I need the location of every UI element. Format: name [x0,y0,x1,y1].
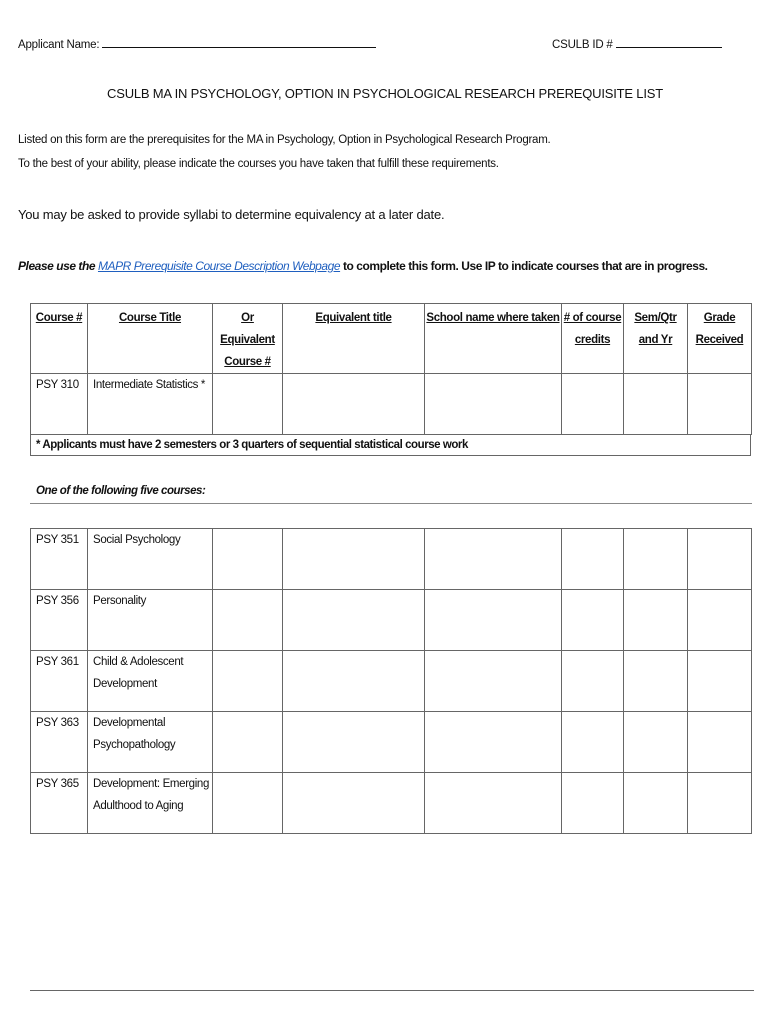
prerequisite-table [30,303,752,435]
course-code-cell: PSY 351 [31,529,88,590]
sem-qtr-input[interactable] [624,712,688,773]
course-code-cell: PSY 310 [31,374,88,435]
grade-input[interactable] [688,529,752,590]
applicant-name-label: Applicant Name: [18,39,103,51]
table-row [31,712,752,773]
course-title-cell: Personality [88,590,213,651]
course-title-cell: Developmental Psychopathology [88,712,213,773]
equivalent-title-input[interactable] [283,374,425,435]
grade-input[interactable] [688,590,752,651]
one-of-label: One of the following five courses: [36,485,206,497]
course-title-cell: Child & Adolescent Development [88,651,213,712]
instruction-suffix: to complete this form. Use IP to indicate courses that are in progress. [340,259,708,273]
table-header-row [31,304,752,374]
school-name-input[interactable] [425,529,562,590]
equivalent-course-input[interactable] [213,712,283,773]
credits-input[interactable] [562,374,624,435]
equivalent-course-input[interactable] [213,529,283,590]
school-name-input[interactable] [425,773,562,834]
credits-input[interactable] [562,651,624,712]
table-row [31,651,752,712]
table-row [31,529,752,590]
grade-input[interactable] [688,651,752,712]
sem-qtr-input[interactable] [624,590,688,651]
equivalent-title-input[interactable] [283,773,425,834]
credits-input[interactable] [562,712,624,773]
course-title-cell: Development: Emerging Adulthood to Aging [88,773,213,834]
csulb-id-field[interactable] [552,36,722,51]
intro-line-2: To the best of your ability, please indicate the courses you have taken that fulfill these requirements. [18,158,499,170]
course-code-cell: PSY 361 [31,651,88,712]
equivalent-course-input[interactable] [213,590,283,651]
header-equivalent-title: Equivalent title [283,304,425,374]
instruction-prefix: Please use the [18,259,98,273]
table-row [31,773,752,834]
credits-input[interactable] [562,773,624,834]
equivalent-title-input[interactable] [283,590,425,651]
table-row [31,590,752,651]
school-name-input[interactable] [425,712,562,773]
equivalent-course-input[interactable] [213,374,283,435]
equivalent-course-input[interactable] [213,651,283,712]
equivalent-title-input[interactable] [283,651,425,712]
table-row [31,374,752,435]
page-title: CSULB MA IN PSYCHOLOGY, OPTION IN PSYCHOLOGICAL RESEARCH PREREQUISITE LIST [107,86,663,101]
sem-qtr-input[interactable] [624,773,688,834]
header-equivalent-course-number: Or Equivalent Course # [213,304,283,374]
applicant-name-field[interactable] [18,36,376,51]
sem-qtr-input[interactable] [624,529,688,590]
grade-input[interactable] [688,773,752,834]
applicant-name-blank[interactable] [102,36,376,48]
instruction-text [18,259,708,273]
grade-input[interactable] [688,374,752,435]
header-course-title: Course Title [88,304,213,374]
header-grade-received: Grade Received [688,304,752,374]
credits-input[interactable] [562,529,624,590]
header-sem-qtr-yr: Sem/Qtr and Yr [624,304,688,374]
divider [30,503,752,504]
school-name-input[interactable] [425,590,562,651]
header-course-number: Course # [31,304,88,374]
grade-input[interactable] [688,712,752,773]
syllabi-note: You may be asked to provide syllabi to determine equivalency at a later date. [18,207,445,222]
sem-qtr-input[interactable] [624,374,688,435]
course-code-cell: PSY 363 [31,712,88,773]
header-school-name: School name where taken [425,304,562,374]
course-title-cell: Intermediate Statistics * [88,374,213,435]
header-course-credits: # of course credits [562,304,624,374]
sem-qtr-input[interactable] [624,651,688,712]
course-code-cell: PSY 356 [31,590,88,651]
intro-line-1: Listed on this form are the prerequisites for the MA in Psychology, Option in Psychological Research Program. [18,134,551,146]
csulb-id-blank[interactable] [616,36,722,48]
school-name-input[interactable] [425,651,562,712]
course-code-cell: PSY 365 [31,773,88,834]
statistics-footnote: * Applicants must have 2 semesters or 3 quarters of sequential statistical course work [30,434,751,456]
elective-table [30,528,752,834]
equivalent-title-input[interactable] [283,712,425,773]
course-title-cell: Social Psychology [88,529,213,590]
csulb-id-label: CSULB ID # [552,39,616,51]
footer-divider [30,990,754,991]
equivalent-title-input[interactable] [283,529,425,590]
equivalent-course-input[interactable] [213,773,283,834]
credits-input[interactable] [562,590,624,651]
school-name-input[interactable] [425,374,562,435]
course-description-link[interactable]: MAPR Prerequisite Course Description Webpage [97,259,341,273]
